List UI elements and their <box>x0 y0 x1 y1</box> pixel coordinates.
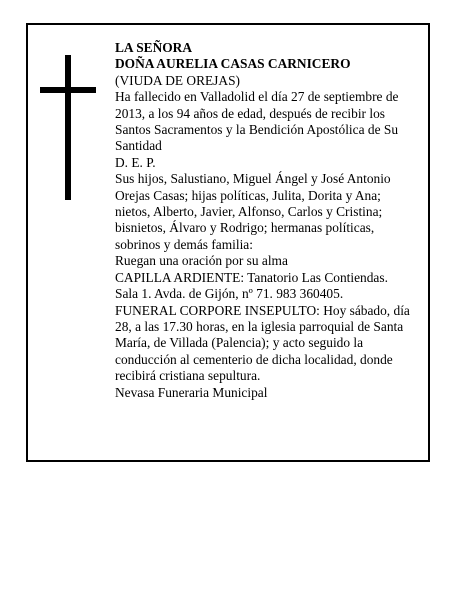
death-announcement: Ha fallecido en Valladolid el día 27 de septiembre de 2013, a los 94 años de edad, después de recibir los Santos Sacramentos y la Bendición Apostólica de Su Santidad <box>115 89 399 154</box>
obituary-notice <box>26 23 430 462</box>
prayer-request: Ruegan una oración por su alma <box>115 253 288 269</box>
funeral-home: Nevasa Funeraria Municipal <box>115 384 268 400</box>
notice-title-line1: LA SEÑORA <box>115 40 193 55</box>
cross-icon <box>40 55 96 200</box>
widow-of: (VIUDA DE OREJAS) <box>115 72 240 88</box>
rip: D. E. P. <box>115 154 156 170</box>
cross-vertical-bar <box>65 55 71 200</box>
family-list: Sus hijos, Salustiano, Miguel Ángel y José Antonio Orejas Casas; hijas políticas, Julita, Dorita y Ana; nietos, Alberto, Javier, Alfonso, Carlos y Cristina; bisnietos, Álvaro y Rodrigo; hermanas políticas, sobrinos y demás familia: <box>115 171 391 252</box>
chapel-info: CAPILLA ARDIENTE: Tanatorio Las Contiendas. Sala 1. Avda. de Gijón, nº 71. 983 360405. <box>115 269 388 302</box>
deceased-name: DOÑA AURELIA CASAS CARNICERO <box>115 56 351 72</box>
funeral-info: FUNERAL CORPORE INSEPULTO: Hoy sábado, día 28, a las 17.30 horas, en la iglesia parroquial de Santa María, de Villada (Palencia); y acto seguido la conducción al cementerio de dicha localidad, donde recibirá cristiana sepultura. <box>115 302 410 384</box>
notice-body <box>115 40 413 401</box>
cross-horizontal-bar <box>40 87 96 93</box>
